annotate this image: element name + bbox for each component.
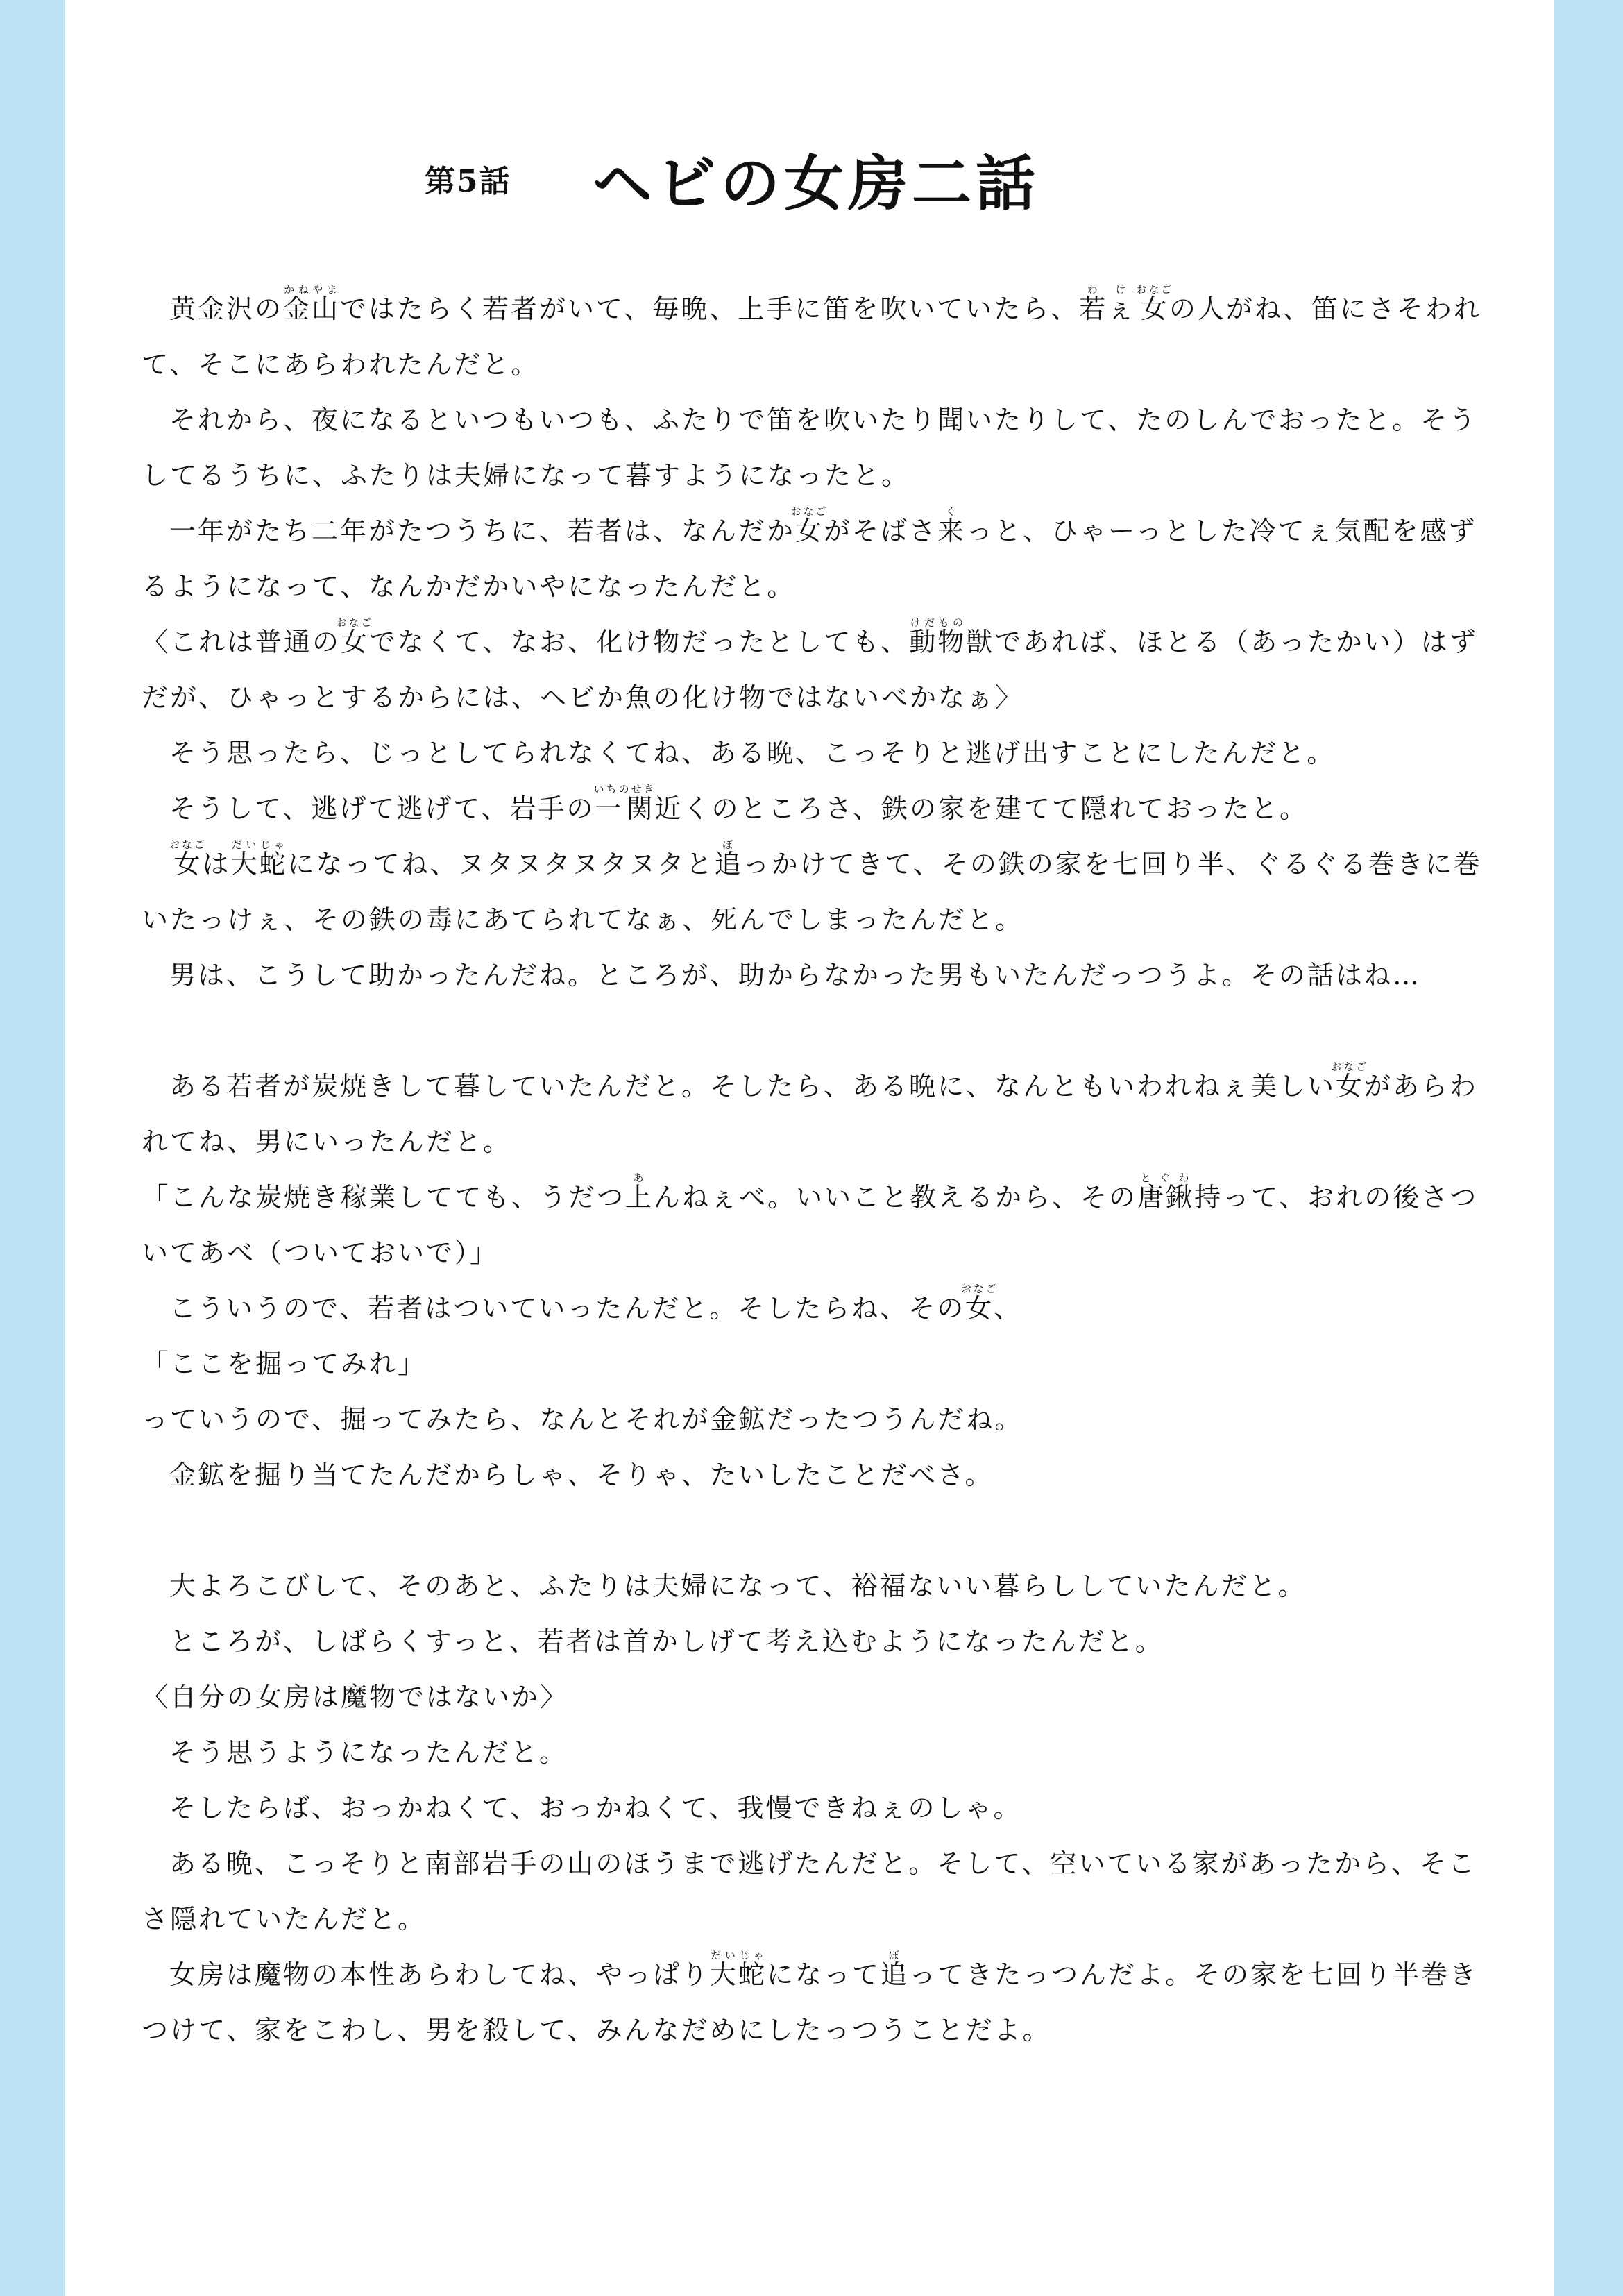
text-run: 「こんな炭焼き稼業してても、うだつ [142,1182,626,1213]
story-paragraph [142,1669,1502,1725]
text-run: 「ここを掘ってみれ」 [142,1349,427,1379]
ruby-reading: とぐわ [1137,1172,1195,1184]
ruby-reading: ぼ [881,1949,910,1961]
ruby-word [909,616,967,657]
ruby-base: 若ぇ [1079,294,1137,324]
ruby-reading: けだもの [909,616,967,629]
text-run: それから、夜になるといつもいつも、ふたりで笛を吹いたり聞いたりして、たのしんでおったと。そうしてるうちに、ふたりは夫婦になって暮すようになったと。 [142,405,1478,491]
ruby-base: 女 [336,627,374,657]
ruby-base: 女 [169,849,207,879]
text-run: 〈自分の女房は魔物ではないか〉 [142,1682,569,1712]
text-run: 〈これは普通の [142,627,341,657]
ruby-word [169,838,207,879]
story-paragraph [142,1614,1502,1669]
ruby-word [710,1949,767,1990]
story-title: ヘビの女房二話 [593,149,1039,219]
text-run: でなくて、なお、化け物だったとしても、 [369,627,910,657]
text-run: ある若者が炭焼きして暮していたんだと。そしたら、ある晩に、なんともいわれねぇ美しい [169,1071,1336,1101]
ruby-reading: あ [625,1172,654,1184]
section-break [142,1503,1502,1558]
ruby-base: 追 [881,1959,910,1990]
text-run: の人がね、笛にさそわれて、そこにあらわれたんだと。 [142,294,1482,380]
ruby-word [625,1172,654,1213]
story-paragraph [142,781,1502,836]
ruby-word [593,783,656,824]
text-run: がそばさ [824,516,938,546]
ruby-base: 女 [1136,294,1174,324]
ruby-base: 女 [1331,1071,1369,1101]
text-run: があらわれてね、男にいったんだと。 [142,1071,1479,1157]
ruby-word [1137,1172,1195,1213]
story-paragraph [142,1725,1502,1780]
ruby-reading: だいじゃ [230,838,288,851]
ruby-word [1079,283,1137,324]
text-run: 近くのところさ、鉄の家を建てて隠れておったと。 [654,793,1308,824]
ruby-word [790,505,829,546]
text-run: そしたらば、おっかねくて、おっかねくて、我慢できねぇのしゃ。 [169,1793,1022,1823]
text-run: っと、ひゃーっとした冷てぇ気配を感ずるようになって、なんかだかいやになったんだと。 [142,516,1477,602]
story-paragraph [142,1947,1502,2058]
ruby-base: 唐鍬 [1137,1182,1195,1213]
story-paragraph [142,836,1502,947]
episode-label: 第5話 [425,164,511,199]
story-body [142,281,1502,2058]
story-paragraph [142,947,1502,1003]
ruby-base: 追 [714,849,743,879]
story-paragraph [142,1058,1502,1170]
ruby-reading: わけ [1079,283,1137,296]
story-paragraph [142,1281,1502,1336]
text-run: 一年がたち二年がたつうちに、若者は、なんだか [169,516,796,546]
ruby-reading: かねやま [283,283,341,296]
story-paragraph [142,1836,1502,1947]
text-run: ある晩、こっそりと南部岩手の山のほうまで逃げたんだと。そして、空いている家があったから、そこさ隠れていたんだと。 [142,1848,1477,1934]
text-run: そう思うようになったんだと。 [169,1737,568,1768]
ruby-base: 上 [625,1182,654,1213]
ruby-reading: おなご [790,505,829,518]
text-run: 大よろこびして、そのあと、ふたりは夫婦になって、裕福ないい暮らししていたんだと。 [169,1571,1307,1601]
text-run: になって [767,1959,881,1990]
story-paragraph [142,1447,1502,1503]
ruby-reading: おなご [1136,283,1174,296]
text-run: んねぇべ。いいこと教えるから、その [654,1182,1138,1213]
ruby-reading: おなご [169,838,207,851]
ruby-word [336,616,374,657]
ruby-reading: おなご [960,1283,999,1295]
text-run: 金鉱を掘り当てたんだからしゃ、そりゃ、たいしたことだべさ。 [169,1460,994,1490]
text-run: 女房は魔物の本性あらわしてね、やっぱり [169,1959,711,1990]
text-run: 獣であれば、ほとる（あったかい）はずだが、ひゃっとするからには、ヘビか魚の化け物ではないべかなぁ〉 [142,627,1478,713]
ruby-word [960,1283,999,1324]
ruby-word [1136,283,1174,324]
text-run: っていうので、掘ってみたら、なんとそれが金鉱だったつうんだね。 [142,1404,1023,1435]
text-run: こういうので、若者はついていったんだと。そしたらね、その [169,1293,966,1324]
text-run: になってね、ヌタヌタヌタヌタと [287,849,715,879]
story-paragraph [142,1170,1502,1281]
story-paragraph [142,1392,1502,1447]
ruby-word [230,838,288,879]
story-paragraph [142,392,1502,503]
title-row [65,135,1554,219]
text-run: ってきたっつんだよ。その家を七回り半巻きつけて、家をこわし、男を殺して、みんなだめにしたっつうことだよ。 [142,1959,1479,2045]
story-paragraph [142,1780,1502,1836]
text-run: は [202,849,231,879]
text-run: 、 [994,1293,1023,1324]
ruby-reading: おなご [336,616,374,629]
ruby-base: 女 [790,516,829,546]
story-paragraph [142,725,1502,781]
ruby-reading: だいじゃ [710,1949,767,1961]
ruby-word [937,505,967,546]
ruby-reading: く [937,505,967,518]
ruby-word [881,1949,910,1990]
ruby-base: 女 [960,1293,999,1324]
story-paragraph [142,1558,1502,1614]
text-run: そうして、逃げて逃げて、岩手の [169,793,595,824]
ruby-base: 大蛇 [710,1959,767,1990]
story-paragraph [142,281,1502,392]
ruby-base: 大蛇 [230,849,288,879]
text-run: 黄金沢の [169,294,284,324]
ruby-base: 金山 [283,294,341,324]
text-run: 男は、こうして助かったんだね。ところが、助からなかった男もいたんだっつうよ。その話はね… [169,960,1422,990]
ruby-reading: ぼ [714,838,743,851]
story-paragraph [142,614,1502,725]
text-run: 持って、おれの後さついてあべ（ついておいで）」 [142,1182,1479,1268]
section-break [142,1003,1502,1058]
ruby-word [1331,1061,1369,1101]
ruby-word [283,283,341,324]
text-run: ところが、しばらくすっと、若者は首かしげて考え込むようになったんだと。 [169,1626,1164,1657]
story-paragraph [142,1336,1502,1392]
ruby-base: 一関 [593,793,656,824]
ruby-reading: おなご [1331,1061,1369,1073]
ruby-base: 動物 [909,627,967,657]
ruby-base: 来 [937,516,967,546]
ruby-word [714,838,743,879]
text-run: そう思ったら、じっとしてられなくてね、ある晩、こっそりと逃げ出すことにしたんだと。 [169,738,1336,768]
ruby-reading: いちのせき [593,783,656,795]
story-paragraph [142,503,1502,614]
text-run: っかけてきて、その鉄の家を七回り半、ぐるぐる巻きに巻いたっけぇ、その鉄の毒にあてられてなぁ、死んでしまったんだと。 [142,849,1482,935]
text-run: ではたらく若者がいて、毎晩、上手に笛を吹いていたら、 [340,294,1080,324]
page [65,0,1554,2296]
